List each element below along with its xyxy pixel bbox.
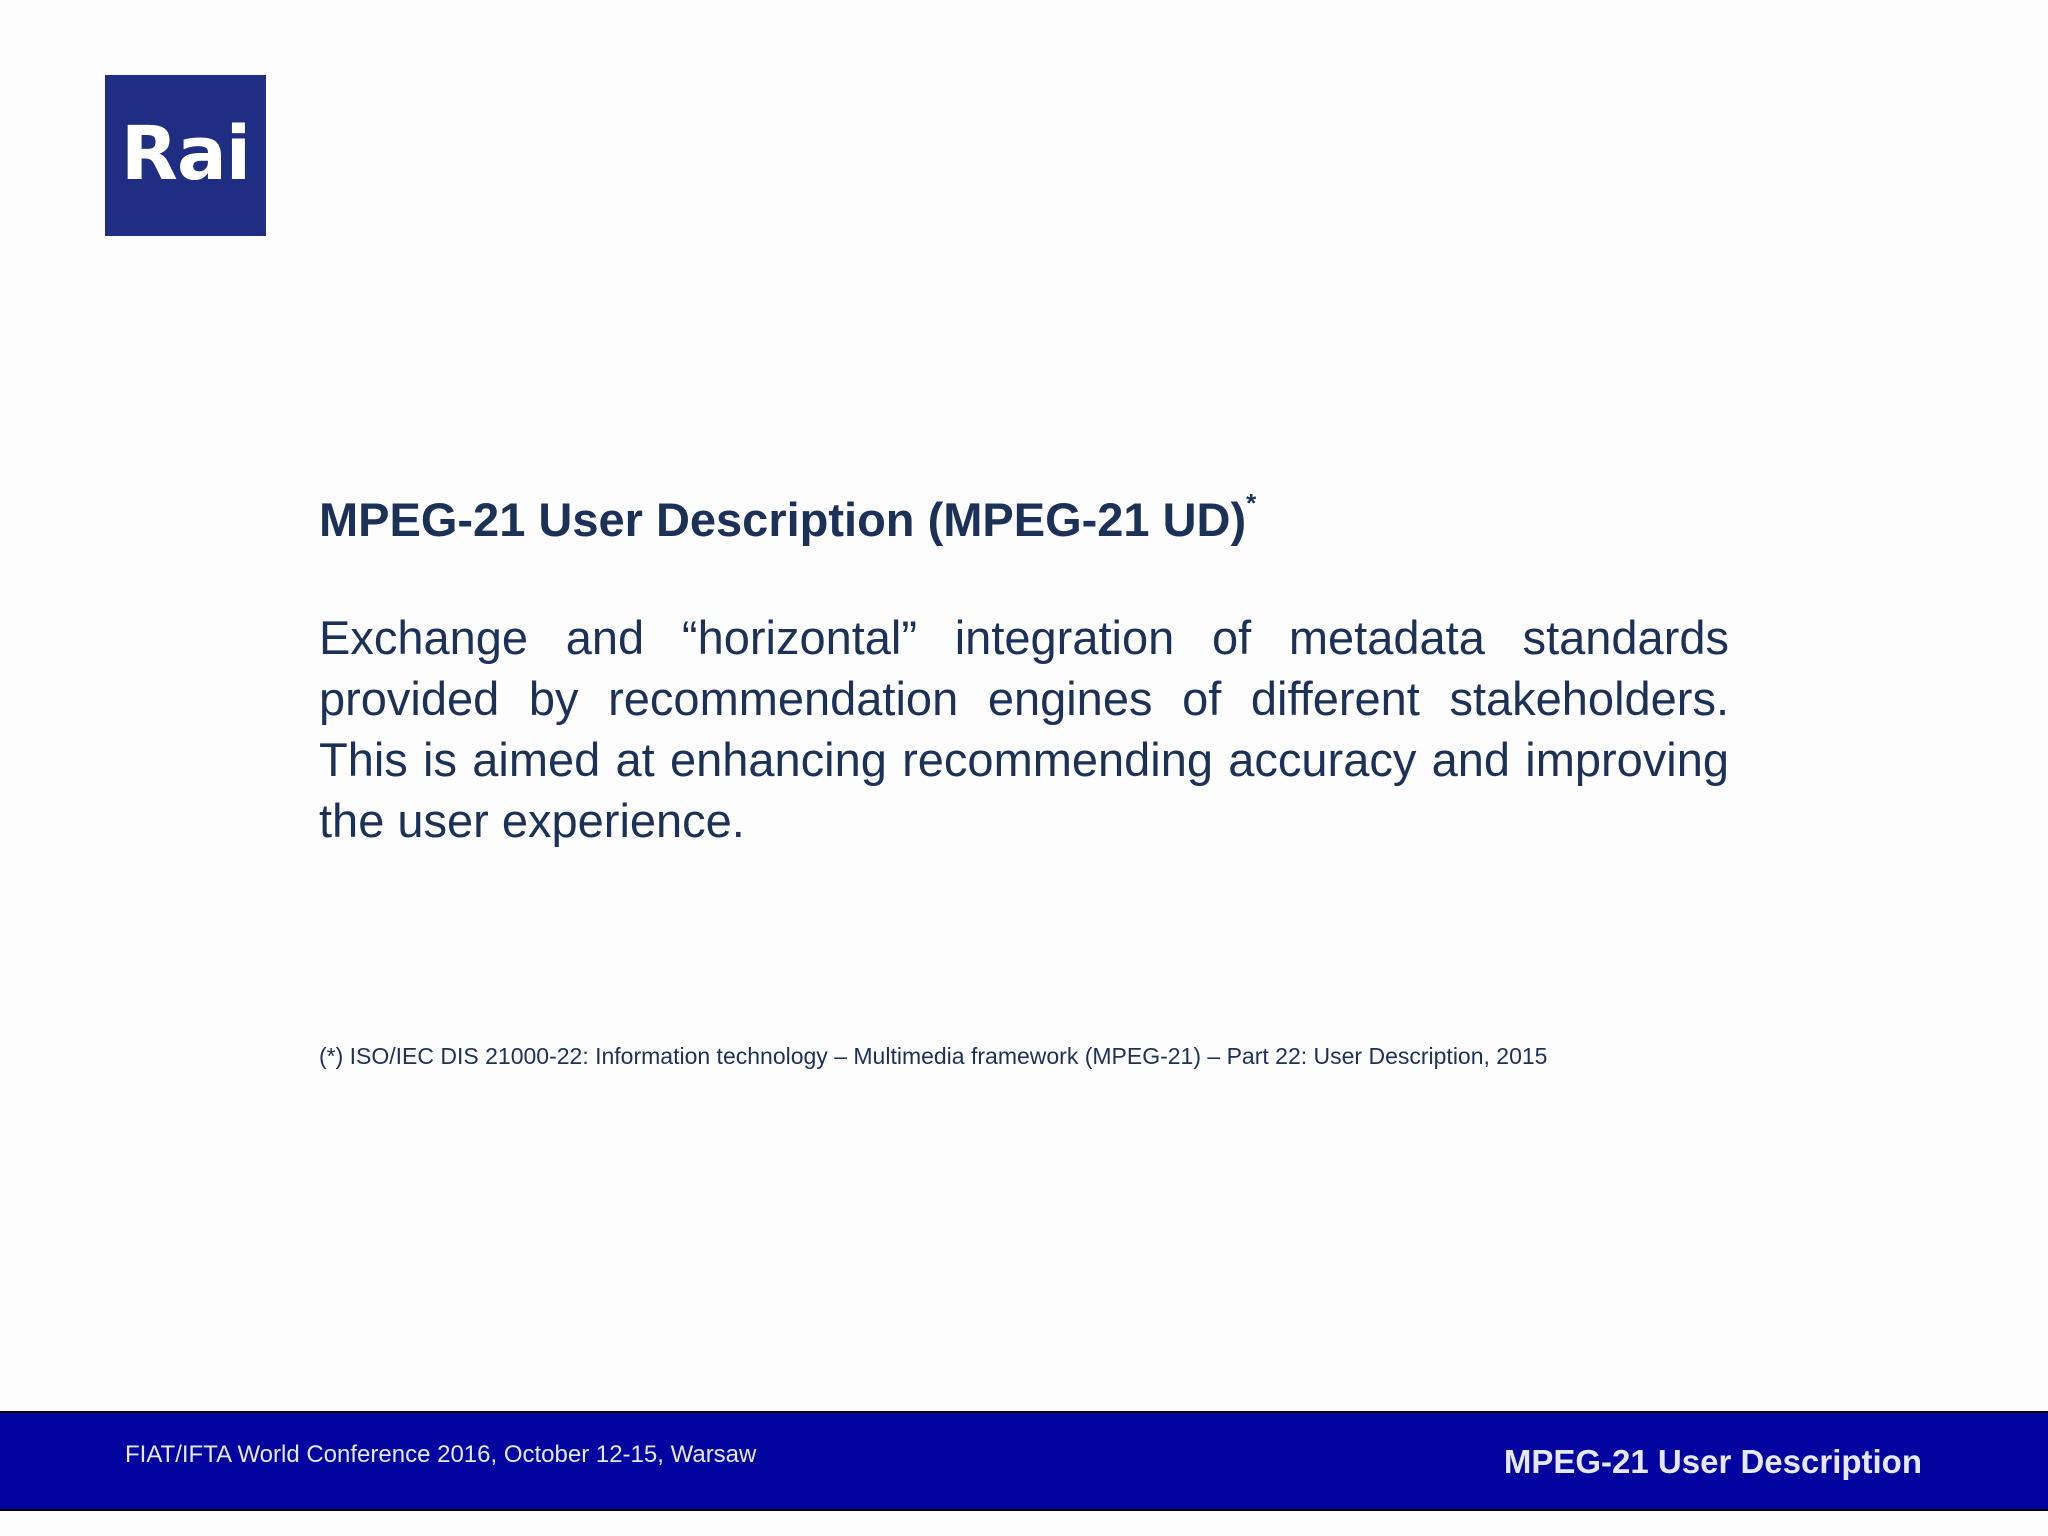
rai-logo bbox=[105, 75, 266, 236]
footer-topic-label: MPEG-21 User Description bbox=[1503, 1443, 1922, 1480]
slide-body-text: Exchange and “horizontal” integration of metadata standards provided by recommendation engines of different stakeholders. This is aimed at enhancing recommending accuracy and improving the user experience. bbox=[319, 611, 1729, 847]
footer-conference-label: FIAT/IFTA World Conference 2016, October 12-15, Warsaw bbox=[125, 1441, 757, 1468]
slide-title bbox=[319, 488, 1729, 552]
footnote-reference: (*) ISO/IEC DIS 21000-22: Information technology – Multimedia framework (MPEG-21) – Part 22: User Description, 2015 bbox=[319, 1043, 1548, 1069]
slide-title-text: MPEG-21 User Description (MPEG-21 UD) bbox=[319, 493, 1247, 546]
footnote-marker: * bbox=[1246, 488, 1257, 518]
slide-content bbox=[319, 488, 1729, 851]
footer-bar bbox=[0, 1411, 2048, 1511]
rai-logo-text: Rai bbox=[120, 110, 251, 197]
